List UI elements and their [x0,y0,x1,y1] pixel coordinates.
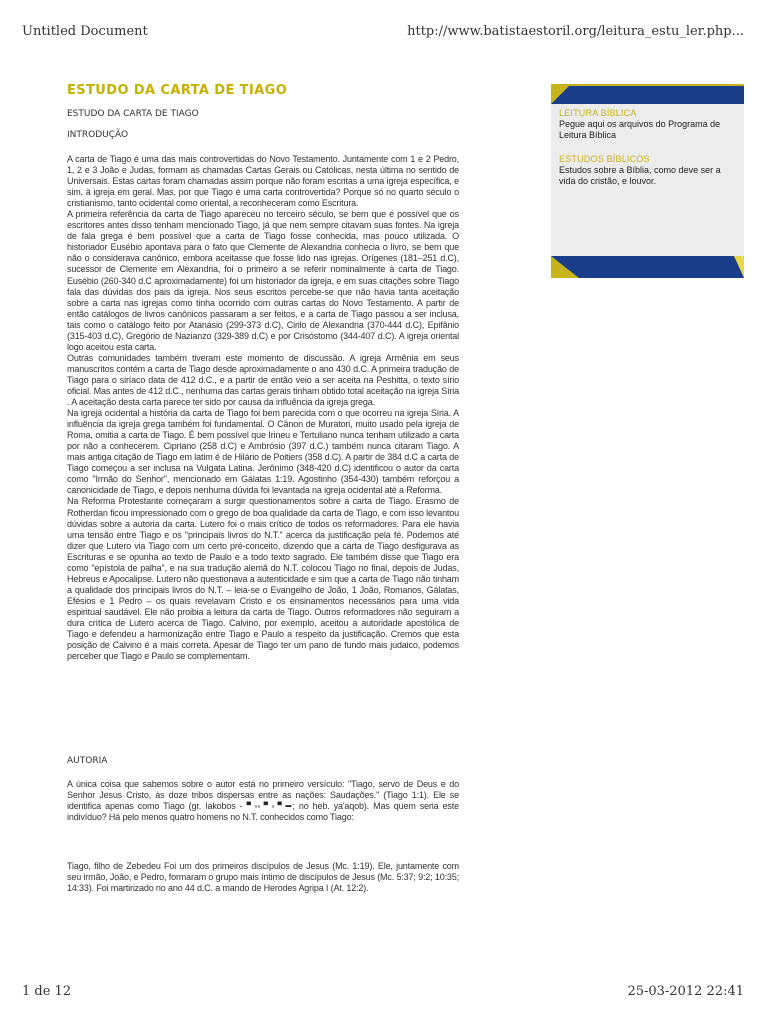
paragraph-6 [67,779,459,823]
sidebar-bottom-banner [551,256,744,278]
article [67,83,459,894]
paragraph-7: Tiago, filho de Zebedeu Foi um dos primeiros discípulos de Jesus (Mc. 1:19). Ele, juntamente com seu irmão, João, e Pedro, formaram o grupo mais íntimo de discípulos de Jesus (Mc. 5:37; 9:2; 10:35; 14:33). Foi martirizado no ano 44 d.C. a mando de Herodes Agripa I (At. 12:2). [67,861,459,894]
paragraph-4: Na igreja ocidental a história da carta de Tiago foi bem parecida com o que ocorreu na igreja Síria. A influência da igreja grega também foi fundamental. O Cânon de Muratori, muito usado pela igreja de Roma, omitia a carta de Tiago. É bem possível que Irineu e Tertuliano nunca tenham utilizado a carta por não a conhecerem. Cipriano (258 d.C) e Ambrósio (397 d.C.) também nunca citaram Tiago. A mais antiga citação de Tiago em latim é de Hilário de Poitiers (358 d.C). A partir de 384 d.C a carta de Tiago começou a ser inclusa na Vulgata Latina. Jerônimo (348-420 d.C) identificou o autor da carta como "Irmão do Senhor", mencionado em Gálatas 1:19. Agostinho (354-430) também reforçou a canonicidade de Tiago, e depois nenhuma dúvida foi levantada na igreja ocidental até a Reforma. [67,408,459,496]
greek-glyphs-image: ▀ ₐₐ ▀ ₐ ▀ ▬ [246,803,293,810]
sidebar-top-banner [551,84,744,104]
paragraph-1: A carta de Tiago é uma das mais controvertidas do Novo Testamento. Juntamente com 1 e 2 Pedro, 1, 2 e 3 João e Judas, formam as chamadas Cartas Gerais ou Católicas, nesta última no sentido de Universais. Estas cartas foram chamadas assim porque não foram escritas a uma igreja específica, e sim, à igreja em geral. Mas, por que Tiago é uma carta controvertida? Porque só no quarto século o cristianismo, tanto ocidental como oriental, a reconheceram como Escritura. [67,154,459,209]
page-url: http://www.batistaestoril.org/leitura_estu_ler.php... [407,24,744,39]
paragraph-2: A primeira referência da carta de Tiago apareceu no terceiro século, se bem que é possível que os escritores antes disso tenham mencionado Tiago, já que nem sempre citavam suas fontes. Na igreja de fala grega é bem possível que a carta de Tiago fosse conhecida, mas pouco utilizada. O historiador Eusébio apontava para o fato que Clemente de Alexandria conhecia o livro, se bem que não o considerava canônico, embora aceitasse que fosse lido nas igrejas. Orígenes (181–251 d.C), sucessor de Clemente em Alexandria, foi o primeiro a se referir nominalmente à carta de Tiago. Eusébio (260-340 d.C aproximadamente) foi um historiador da igreja, e em suas citações sobre Tiago fala das dúvidas dos pais da igreja. Nos seus escritos percebe-se que não havia tanta aceitação sobre a carta nas igrejas como tinha ocorrido com outras cartas do Novo Testamento. A partir de então catálogos de livros canônicos passaram a ser feitos, e a carta de Tiago passou a ser inclusa, tais como o catálogo feito por Atanásio (299-373 d.C), Cirilo de Alexandria (370-444 d.C), Epifânio (315-403 d.C), Gregório de Nazianzo (329-389 d.C) e por Crisóstomo (344-407 d.C). A igreja oriental logo aceitou esta carta. [67,209,459,352]
sidebar-text-leitura: Pegue aqui os arquivos do Programa de Leitura Bíblica [559,119,721,140]
print-datetime: 25-03-2012 22:41 [627,984,744,999]
paragraph-6-part-2: ; no heb. ya'aqob). Mas quem seria este indivíduo? Há pelo menos quatro homens no N.T. conhecidos como Tiago: [67,801,459,823]
sidebar-link-leitura-biblica[interactable]: LEITURA BÍBLICA [559,108,637,118]
paragraph-3: Outras comunidades também tiveram este momento de discussão. A igreja Armênia em seus manuscritos contém a carta de Tiago desde aproximadamente o ano 430 d.C. A primeira tradução de Tiago para o siríaco data de 412 d.C., e a partir de então veio a ser aceita na Peshitta, o texto sírio oficial. Mas antes de 412 d.C., nenhuma das cartas gerais tinham obtido total aceitação na igreja Síria . A aceitação desta carta parece ter sido por causa da influência da igreja grega. [67,352,459,408]
paragraph-5: Na Reforma Protestante começaram a surgir questionamentos sobre a carta de Tiago. Erasmo de Rotherdan ficou impressionado com o grego de boa qualidade da carta de Tiago, e com isso levantou dúvidas sobre a autoria da carta. Lutero foi o mais crítico de todos os reformadores. Para ele havia uma tensão entre Tiago e os "principais livros do N.T." acerca da justificação pela fé. Podemos até dizer que Lutero via Tiago com um certo pré-conceito, dizendo que a carta de Tiago desfigurava as Escrituras e se opunha ao texto de Paulo e a todo texto sagrado. Ele também disse que Tiago era como "epístola de palha", e na sua tradução alemã do N.T. colocou Tiago no final, depois de Judas, Hebreus e Apocalipse. Lutero não questionava a autenticidade e sim que a carta de Tiago não tinham a qualidade dos principais livros do N.T. – leia-se o Evangelho de João, 1 João, Romanos, Gálatas, Efésios e 1 Pedro – os quais revelavam Cristo e os ensinamentos necessários para uma vida espiritual saudável. Ele não proibia a leitura da carta de Tiago. Outros reformadores não seguiram a dura crítica de Lutero acerca de Tiago. Calvino, por exemplo, aceitou a autoridade apostólica de Tiago e defendeu a harmonização entre Tiago e Paulo a respeito da justificação. Cremos que esta posição de Calvino é a mais correta. Apesar de Tiago ter um pano de fundo mais judaico, podemos perceber que Tiago e Paulo se complementam. [67,496,459,662]
sidebar-link-estudos-biblicos[interactable]: ESTUDOS BÍBLICOS [559,154,650,164]
page-counter: 1 de 12 [22,984,72,999]
sidebar-content [551,104,744,256]
article-subtitle: ESTUDO DA CARTA DE TIAGO [67,109,199,119]
browser-page-title: Untitled Document [22,24,148,39]
section-heading-author: AUTORIA [67,756,108,766]
article-title: ESTUDO DA CARTA DE TIAGO [67,83,288,98]
section-heading-intro: INTRODUÇÃO [67,130,129,140]
paragraph-6-part-1: A única coisa que sabemos sobre o autor está no primeiro versículo: "Tiago, servo de Deus e do Senhor Jesus Cristo, às doze tribos dispersas entre as nações: Saudações." (Tiago 1:1). Ele se identifica apenas como Tiago (gr. Iakobos - [67,779,459,812]
sidebar-text-estudos: Estudos sobre a Bíblia, como deve ser a vida do cristão, e louvor. [559,165,721,186]
